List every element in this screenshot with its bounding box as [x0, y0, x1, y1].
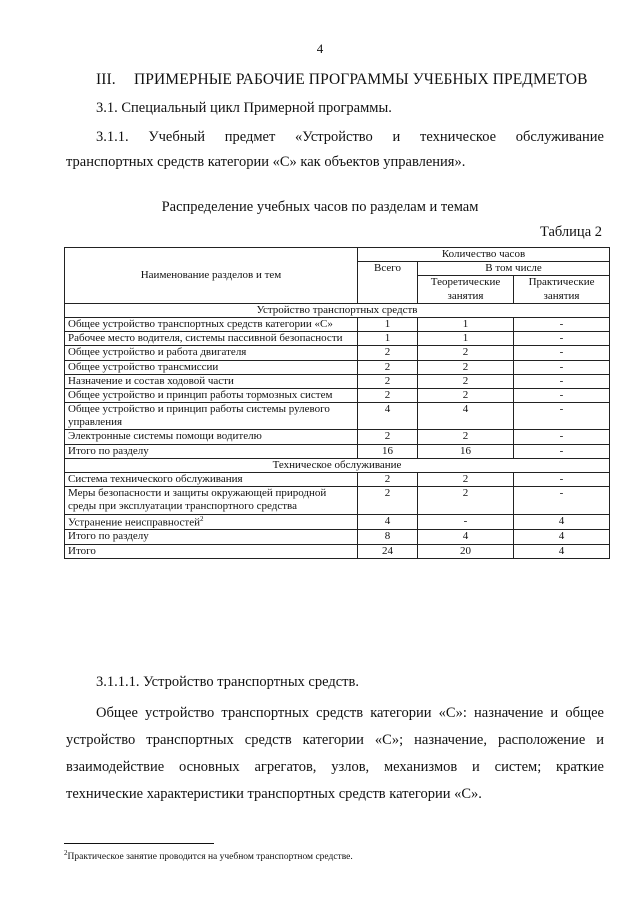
topic-name: Общее устройство и работа двигателя	[68, 346, 247, 359]
footnote	[64, 849, 353, 862]
theory-hours-cell: 16	[418, 444, 514, 458]
theory-hours-cell: 2	[418, 487, 514, 514]
table-row	[65, 374, 610, 388]
theory-hours-cell: 2	[418, 374, 514, 388]
table-row	[65, 317, 610, 331]
practice-hours-cell: -	[514, 403, 610, 430]
total-hours-cell: 2	[358, 346, 418, 360]
table-row	[65, 403, 610, 430]
total-hours-cell: 1	[358, 332, 418, 346]
topic-name-cell	[65, 346, 358, 360]
theory-hours-cell: 2	[418, 360, 514, 374]
total-hours-cell: 4	[358, 514, 418, 530]
topic-name: Система технического обслуживания	[68, 473, 243, 485]
topic-name-cell	[65, 332, 358, 346]
table-row	[65, 430, 610, 444]
theory-hours-cell: -	[418, 514, 514, 530]
topic-name-cell: Итого	[65, 544, 358, 558]
header-including: В том числе	[418, 262, 610, 276]
practice-hours-cell: 4	[514, 514, 610, 530]
body-paragraph	[66, 700, 604, 808]
topic-name-cell	[65, 430, 358, 444]
theory-hours-cell: 4	[418, 530, 514, 544]
table-row	[65, 360, 610, 374]
table-row	[65, 388, 610, 402]
theory-hours-cell: 4	[418, 403, 514, 430]
table-caption: Таблица 2	[539, 224, 602, 240]
theory-hours-cell: 1	[418, 317, 514, 331]
practice-hours-cell: -	[514, 444, 610, 458]
topic-name: Электронные системы помощи водителю	[68, 430, 262, 443]
footnote-mark: 2	[64, 849, 68, 857]
practice-hours-cell: -	[514, 473, 610, 487]
header-theory: Теоретические занятия	[418, 276, 514, 303]
topic-name: Общее устройство и принцип работы системы рулевого управления	[68, 403, 330, 429]
total-hours-cell: 2	[358, 473, 418, 487]
table-row	[65, 530, 610, 544]
practice-hours-cell: -	[514, 430, 610, 444]
header-practice: Практические занятия	[514, 276, 610, 303]
hours-table	[64, 247, 610, 559]
practice-hours-cell: -	[514, 346, 610, 360]
topic-name: Меры безопасности и защиты окружающей природной среды при эксплуатации транспортного средства	[68, 487, 327, 513]
total-hours-cell: 2	[358, 360, 418, 374]
topic-name-cell	[65, 388, 358, 402]
topic-name-cell	[65, 514, 358, 530]
table-row	[65, 346, 610, 360]
item-heading-line1: 3.1.1. Учебный предмет «Устройство и техническое обслуживание	[96, 129, 604, 145]
table-header-row	[65, 248, 610, 262]
theory-hours-cell: 20	[418, 544, 514, 558]
table-row	[65, 514, 610, 530]
topic-name: Общее устройство и принцип работы тормозных систем	[68, 388, 333, 401]
section-title-cell: Техническое обслуживание	[65, 458, 610, 472]
table-row	[65, 444, 610, 458]
item-heading-line2: транспортных средств категории «С» как объектов управления».	[66, 154, 466, 170]
total-hours-cell: 24	[358, 544, 418, 558]
section-title: ПРИМЕРНЫЕ РАБОЧИЕ ПРОГРАММЫ УЧЕБНЫХ ПРЕДМЕТОВ	[134, 71, 588, 88]
topic-name-cell	[65, 403, 358, 430]
total-hours-cell: 2	[358, 430, 418, 444]
topic-name: Назначение и состав ходовой части	[68, 374, 234, 387]
total-hours-cell: 16	[358, 444, 418, 458]
hours-table-body	[65, 248, 610, 559]
topic-name-cell	[65, 360, 358, 374]
topic-name: Общее устройство трансмиссии	[68, 360, 219, 373]
practice-hours-cell: 4	[514, 544, 610, 558]
topic-name-cell	[65, 530, 358, 544]
body-paragraph-text: Общее устройство транспортных средств категории «С»: назначение и общее устройство транспортных средств категории «С»; назначение, расположение и взаимодействие основных агрегатов, узлов, механизмов и систем; краткие технические характеристики транспортных средств категории «С».	[66, 705, 604, 802]
practice-hours-cell: -	[514, 374, 610, 388]
header-total: Всего	[358, 262, 418, 304]
theory-hours-cell: 2	[418, 388, 514, 402]
header-name: Наименование разделов и тем	[65, 248, 358, 304]
topic-name-cell	[65, 473, 358, 487]
topic-name: Общее устройство транспортных средств категории «С»	[68, 317, 333, 330]
topic-name-cell	[65, 444, 358, 458]
topic-name: Устранение неисправностей	[68, 516, 200, 529]
topic-name: Итого по разделу	[68, 530, 149, 543]
footnote-ref: 2	[199, 514, 204, 523]
practice-hours-cell: -	[514, 332, 610, 346]
header-quantity: Количество часов	[358, 248, 610, 262]
topic-name-cell	[65, 317, 358, 331]
theory-hours-cell: 1	[418, 332, 514, 346]
grand-total-row	[65, 544, 610, 558]
footnote-text: Практическое занятие проводится на учебном транспортном средстве.	[67, 852, 353, 863]
table-row	[65, 332, 610, 346]
topic-name: Рабочее место водителя, системы пассивной безопасности	[68, 332, 343, 345]
practice-hours-cell: -	[514, 487, 610, 514]
practice-hours-cell: 4	[514, 530, 610, 544]
practice-hours-cell: -	[514, 388, 610, 402]
footnote-divider	[64, 843, 214, 844]
theory-hours-cell: 2	[418, 430, 514, 444]
theory-hours-cell: 2	[418, 346, 514, 360]
topic-name-cell	[65, 374, 358, 388]
total-hours-cell: 2	[358, 388, 418, 402]
total-hours-cell: 4	[358, 403, 418, 430]
practice-hours-cell: -	[514, 360, 610, 374]
topic-name: Итого по разделу	[68, 444, 149, 457]
total-hours-cell: 2	[358, 374, 418, 388]
total-hours-cell: 1	[358, 317, 418, 331]
section-title-cell: Устройство транспортных средств	[65, 303, 610, 317]
topic-name-cell	[65, 487, 358, 514]
page-number: 4	[316, 41, 324, 56]
distribution-caption: Распределение учебных часов по разделам и темам	[161, 199, 479, 215]
section-row	[65, 303, 610, 317]
subsubsection-heading: 3.1.1.1. Устройство транспортных средств.	[96, 674, 359, 690]
section-number: III.	[96, 71, 116, 88]
total-hours-cell: 8	[358, 530, 418, 544]
theory-hours-cell: 2	[418, 473, 514, 487]
practice-hours-cell: -	[514, 317, 610, 331]
table-row	[65, 473, 610, 487]
section-row	[65, 458, 610, 472]
table-row	[65, 487, 610, 514]
total-hours-cell: 2	[358, 487, 418, 514]
subsection-heading: 3.1. Специальный цикл Примерной программы.	[96, 100, 392, 116]
section-heading	[96, 71, 588, 89]
